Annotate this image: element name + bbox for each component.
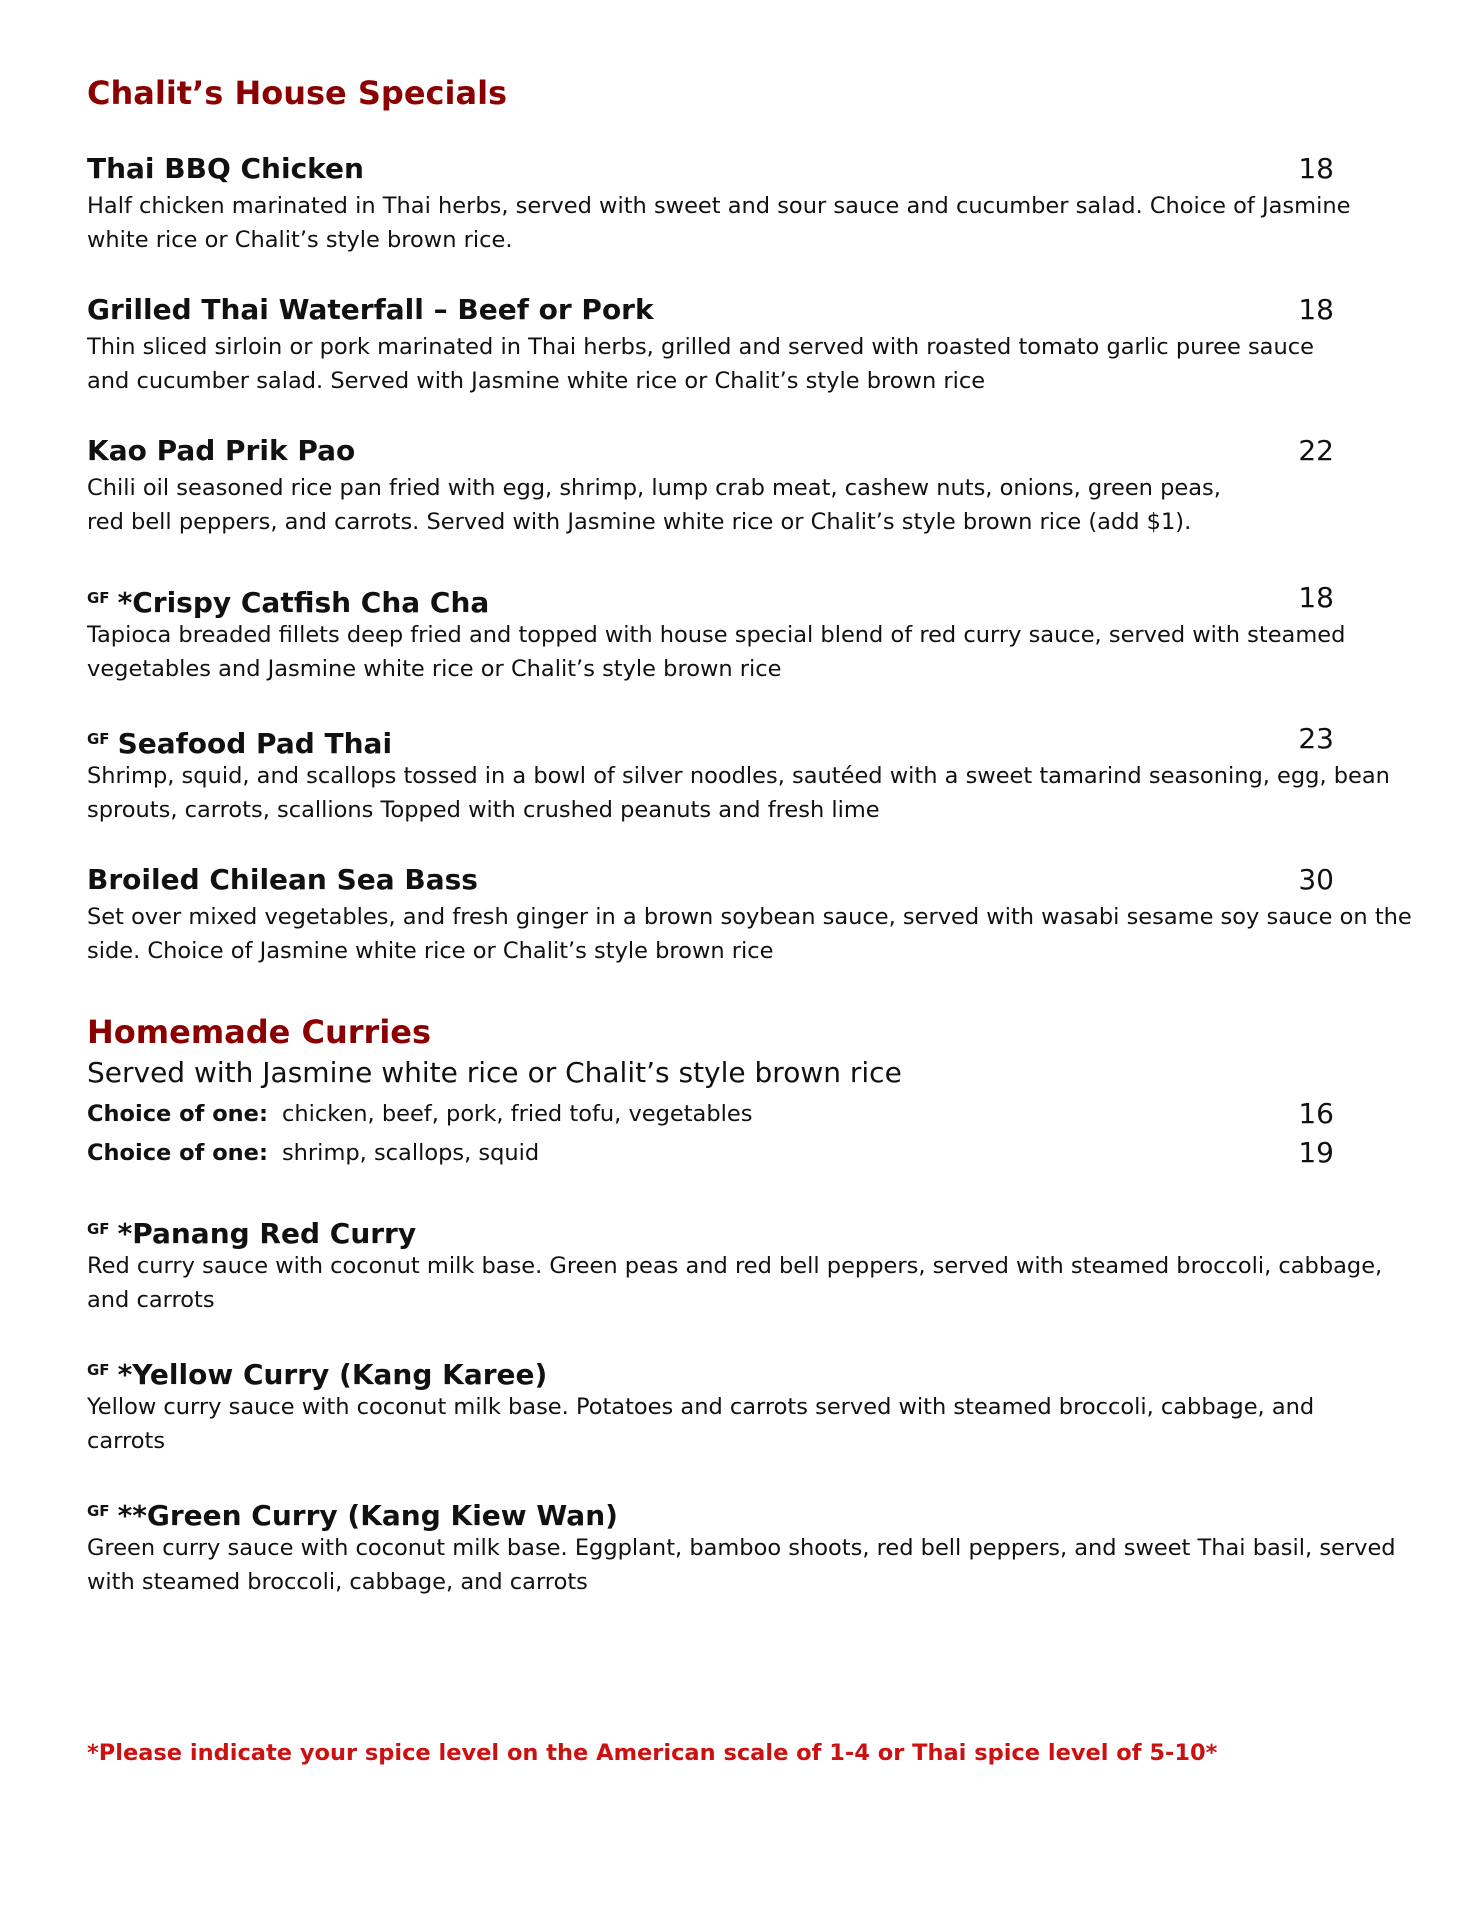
- gluten-free-badge: GF: [87, 589, 110, 607]
- item-price: 18: [1298, 152, 1334, 185]
- choice-options: shrimp, scallops, squid: [281, 1140, 540, 1166]
- item-price: 18: [1298, 581, 1334, 614]
- menu-item-title: [87, 151, 364, 187]
- menu-item-title: [87, 580, 489, 621]
- item-description-line: carrots: [87, 1428, 166, 1454]
- choice-options: chicken, beef, pork, fried tofu, vegetables: [281, 1101, 753, 1127]
- item-name: Seafood Pad Thai: [117, 727, 393, 760]
- item-description-line: Half chicken marinated in Thai herbs, served with sweet and sour sauce and cucumber salad. Choice of Jasmine: [87, 193, 1351, 219]
- menu-item-title: [87, 292, 654, 328]
- item-description-line: Yellow curry sauce with coconut milk base. Potatoes and carrots served with steamed broccoli, cabbage, and: [87, 1394, 1315, 1420]
- item-description-line: sprouts, carrots, scallions Topped with crushed peanuts and fresh lime: [87, 797, 880, 823]
- menu-item-title: [87, 1493, 618, 1534]
- item-description-line: vegetables and Jasmine white rice or Chalit’s style brown rice: [87, 656, 782, 682]
- item-description-line: Red curry sauce with coconut milk base. Green peas and red bell peppers, served with steamed broccoli, cabbage,: [87, 1253, 1383, 1279]
- item-price: 18: [1298, 293, 1334, 326]
- choice-label: Choice of one:: [87, 1140, 268, 1166]
- item-description-line: red bell peppers, and carrots. Served with Jasmine white rice or Chalit’s style brown rice (add $1).: [87, 509, 1192, 535]
- item-description-line: with steamed broccoli, cabbage, and carrots: [87, 1569, 588, 1595]
- item-description-line: side. Choice of Jasmine white rice or Chalit’s style brown rice: [87, 938, 774, 964]
- gluten-free-badge: GF: [87, 730, 110, 748]
- item-price: 23: [1298, 722, 1334, 755]
- choice-row: [87, 1098, 752, 1130]
- item-name: Broiled Chilean Sea Bass: [87, 863, 478, 896]
- gluten-free-badge: GF: [87, 1361, 110, 1379]
- item-price: 22: [1298, 434, 1334, 467]
- gluten-free-badge: GF: [87, 1220, 110, 1238]
- item-name: Grilled Thai Waterfall – Beef or Pork: [87, 293, 654, 326]
- item-description-line: Green curry sauce with coconut milk base. Eggplant, bamboo shoots, red bell peppers, and sweet Thai basil, served: [87, 1535, 1396, 1561]
- item-description-line: Thin sliced sirloin or pork marinated in Thai herbs, grilled and served with roasted tomato garlic puree sauce: [87, 334, 1314, 360]
- section-subtitle: Served with Jasmine white rice or Chalit’s style brown rice: [87, 1056, 902, 1089]
- item-price: 30: [1298, 863, 1334, 896]
- section-title-house-specials: Chalit’s House Specials: [87, 74, 508, 112]
- item-description-line: Chili oil seasoned rice pan fried with egg, shrimp, lump crab meat, cashew nuts, onions, green peas,: [87, 475, 1221, 501]
- menu-item-title: [87, 862, 478, 898]
- menu-item-title: [87, 721, 392, 762]
- item-description-line: Tapioca breaded fillets deep fried and topped with house special blend of red curry sauce, served with steamed: [87, 622, 1346, 648]
- item-name: *Yellow Curry (Kang Karee): [117, 1358, 548, 1391]
- menu-item-title: [87, 1211, 416, 1252]
- item-description-line: and cucumber salad. Served with Jasmine white rice or Chalit’s style brown rice: [87, 368, 986, 394]
- item-description-line: Set over mixed vegetables, and fresh ginger in a brown soybean sauce, served with wasabi sesame soy sauce on the: [87, 904, 1412, 930]
- choice-price: 19: [1298, 1136, 1334, 1169]
- choice-price: 16: [1298, 1097, 1334, 1130]
- item-description-line: white rice or Chalit’s style brown rice.: [87, 227, 513, 253]
- menu-item-title: [87, 1352, 547, 1393]
- choice-row: [87, 1137, 539, 1169]
- item-description-line: and carrots: [87, 1287, 215, 1313]
- item-description-line: Shrimp, squid, and scallops tossed in a bowl of silver noodles, sautéed with a sweet tamarind seasoning, egg, bean: [87, 763, 1390, 789]
- item-name: *Crispy Catfish Cha Cha: [117, 586, 490, 619]
- item-name: Kao Pad Prik Pao: [87, 434, 356, 467]
- item-name: **Green Curry (Kang Kiew Wan): [117, 1499, 618, 1532]
- spice-level-footnote: *Please indicate your spice level on the American scale of 1-4 or Thai spice level of 5-10*: [87, 1740, 1218, 1766]
- item-name: *Panang Red Curry: [117, 1217, 417, 1250]
- gluten-free-badge: GF: [87, 1502, 110, 1520]
- item-name: Thai BBQ Chicken: [87, 152, 364, 185]
- choice-label: Choice of one:: [87, 1101, 268, 1127]
- menu-item-title: [87, 433, 355, 469]
- section-title-curries: Homemade Curries: [87, 1013, 432, 1051]
